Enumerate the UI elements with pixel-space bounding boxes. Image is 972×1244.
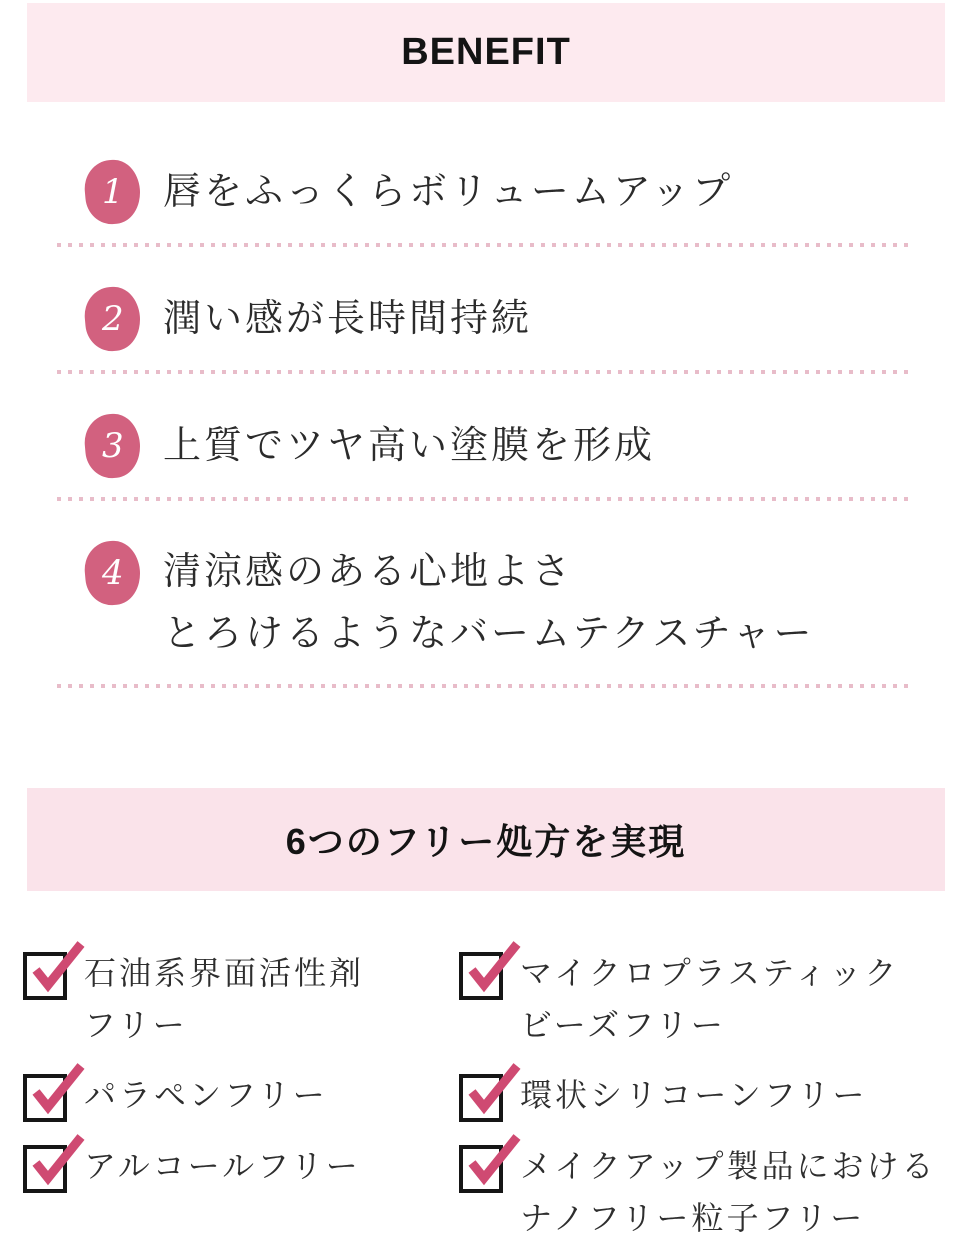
free-item-microplastic-beads: [459, 947, 952, 1051]
free-item-label: [520, 1069, 867, 1121]
checked-checkbox-icon: [459, 1145, 503, 1193]
free-item-alcohol: [23, 1140, 459, 1244]
benefit-text-4: [163, 541, 814, 665]
free-item-line: ビーズフリー: [520, 1007, 726, 1043]
free-item-nano-particle: [459, 1140, 952, 1244]
free-item-line: メイクアップ製品における: [520, 1148, 937, 1184]
benefit-text-2: [163, 288, 532, 350]
badge-number: 3: [101, 426, 124, 467]
benefit-text-1: [163, 161, 733, 223]
free-section-title: 6つのフリー処方を実現: [285, 821, 687, 862]
free-item-label: [84, 1140, 361, 1192]
benefit-line: 潤い感が長時間持続: [163, 298, 533, 340]
badge-number: 2: [101, 299, 124, 340]
number-badge-3-icon: [82, 412, 142, 481]
benefit-line: とろけるようなバームテクスチャー: [163, 613, 815, 655]
free-checklist: [23, 947, 952, 1244]
benefit-line: 上質でツヤ高い塗膜を形成: [163, 425, 656, 467]
benefit-text-3: [163, 415, 655, 477]
dotted-separator: [57, 243, 915, 247]
number-badge-1-icon: [82, 158, 142, 227]
free-item-line: パラペンフリー: [84, 1077, 328, 1113]
checked-checkbox-icon: [23, 1145, 67, 1193]
number-badge-4-icon: [82, 539, 142, 608]
dotted-separator: [57, 497, 915, 501]
badge-number: 4: [101, 553, 124, 594]
checked-checkbox-icon: [23, 952, 67, 1000]
free-item-line: 石油系界面活性剤: [84, 955, 365, 991]
free-section-banner: [27, 788, 945, 891]
number-badge-2-icon: [82, 285, 142, 354]
free-item-label: [84, 947, 364, 1051]
checked-checkbox-icon: [459, 1074, 503, 1122]
free-item-label: [520, 1140, 936, 1244]
free-item-label: [84, 1069, 328, 1121]
dotted-separator: [57, 370, 915, 374]
checked-checkbox-icon: [459, 952, 503, 1000]
checked-checkbox-icon: [23, 1074, 67, 1122]
benefit-item-1: [85, 160, 972, 224]
benefit-list: [0, 160, 972, 688]
benefit-line: 清涼感のある心地よさ: [163, 551, 574, 593]
benefit-item-3: [85, 414, 972, 478]
free-item-line: マイクロプラスティック: [520, 955, 900, 991]
free-item-label: [520, 947, 900, 1051]
benefit-line: 唇をふっくらボリュームアップ: [163, 171, 734, 213]
free-item-cyclic-silicone: [459, 1069, 952, 1122]
benefit-item-2: [85, 287, 972, 351]
free-item-line: フリー: [84, 1007, 188, 1043]
free-item-line: 環状シリコーンフリー: [520, 1077, 868, 1113]
product-benefit-infographic: [0, 3, 972, 1236]
free-item-petroleum-surfactant: [23, 947, 459, 1051]
dotted-separator: [57, 684, 915, 688]
benefit-item-4: [85, 541, 972, 665]
badge-number: 1: [101, 172, 124, 213]
free-item-paraben: [23, 1069, 459, 1122]
free-item-line: アルコールフリー: [84, 1148, 361, 1184]
benefit-title: BENEFIT: [401, 31, 571, 73]
benefit-banner: [27, 3, 945, 102]
free-item-line: ナノフリー粒子フリー: [520, 1200, 866, 1236]
